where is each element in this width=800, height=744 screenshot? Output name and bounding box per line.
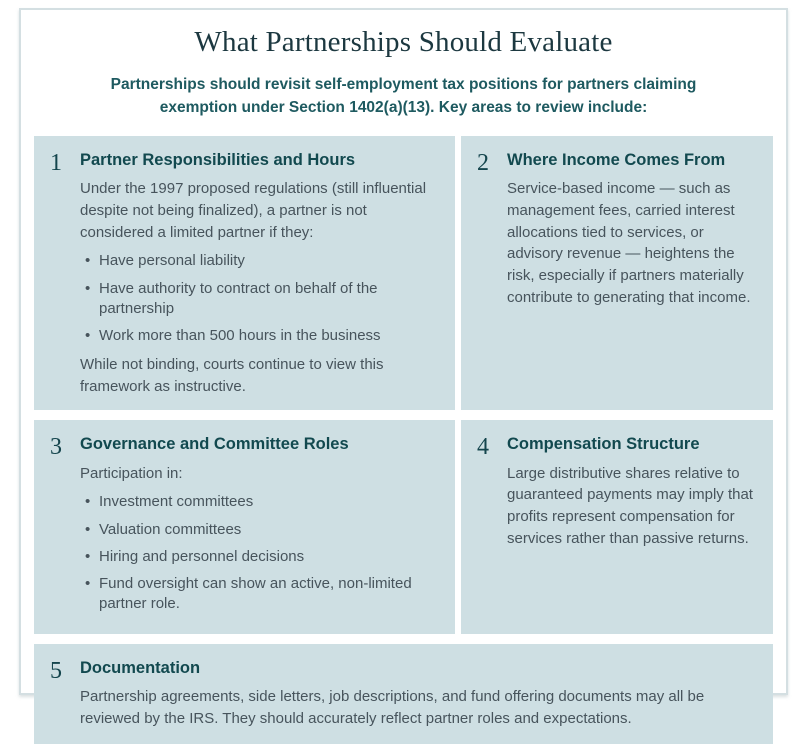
card-documentation	[34, 644, 773, 744]
card-title: Partner Responsibilities and Hours	[80, 150, 356, 169]
card-partner-responsibilities	[34, 136, 455, 410]
card-number: 1	[50, 149, 62, 176]
card-governance-committee-roles	[34, 420, 455, 634]
card-intro: Under the 1997 proposed regulations (still influential despite not being finalized), a partner is not considered a limited partner if they:	[80, 180, 427, 241]
card-title: Where Income Comes From	[507, 150, 726, 169]
bullet-item: • Have authority to contract on behalf of the partnership	[80, 279, 439, 320]
card-content	[80, 434, 439, 622]
card-number: 5	[50, 657, 62, 684]
card-number: 3	[50, 433, 62, 460]
card-intro: Service-based income — such as management fees, carried interest allocations tied to services, or advisory revenue — heightens the risk, especially if partners materially contribute to generating that income.	[507, 180, 751, 306]
card-outro: While not binding, courts continue to view this framework as instructive.	[80, 356, 384, 396]
cards-grid	[34, 136, 773, 744]
bullet-item: • Investment committees	[80, 492, 439, 512]
card-bullet-list	[80, 492, 439, 614]
page-subtitle: Partnerships should revisit self-employment tax positions for partners claiming exemption under Section 1402(a)(13). Key areas to review include:	[110, 76, 697, 117]
card-where-income-comes-from	[461, 136, 773, 410]
card-content	[507, 150, 757, 309]
card-intro: Partnership agreements, side letters, job descriptions, and fund offering documents may all be reviewed by the IRS. They should accurately reflect partner roles and expectations.	[80, 688, 705, 727]
bullet-item: • Have personal liability	[80, 251, 439, 271]
bullet-item: • Work more than 500 hours in the business	[80, 326, 439, 346]
card-content	[507, 434, 757, 550]
bullet-item: • Valuation committees	[80, 520, 439, 540]
card-title: Compensation Structure	[507, 434, 700, 453]
card-content	[80, 658, 757, 730]
infographic-panel	[19, 8, 788, 727]
bullet-item: • Hiring and personnel decisions	[80, 547, 439, 567]
card-number: 2	[477, 149, 489, 176]
page-title: What Partnerships Should Evaluate	[194, 26, 613, 58]
card-bullet-list	[80, 251, 439, 346]
bullet-item: • Fund oversight can show an active, non-limited partner role.	[80, 574, 439, 615]
card-number: 4	[477, 433, 489, 460]
card-title: Governance and Committee Roles	[80, 434, 349, 453]
card-intro: Large distributive shares relative to guaranteed payments may imply that profits represent compensation for services rather than passive returns.	[507, 464, 753, 547]
card-title: Documentation	[80, 658, 201, 677]
card-content	[80, 150, 439, 398]
card-intro: Participation in:	[80, 464, 183, 482]
card-compensation-structure	[461, 420, 773, 634]
